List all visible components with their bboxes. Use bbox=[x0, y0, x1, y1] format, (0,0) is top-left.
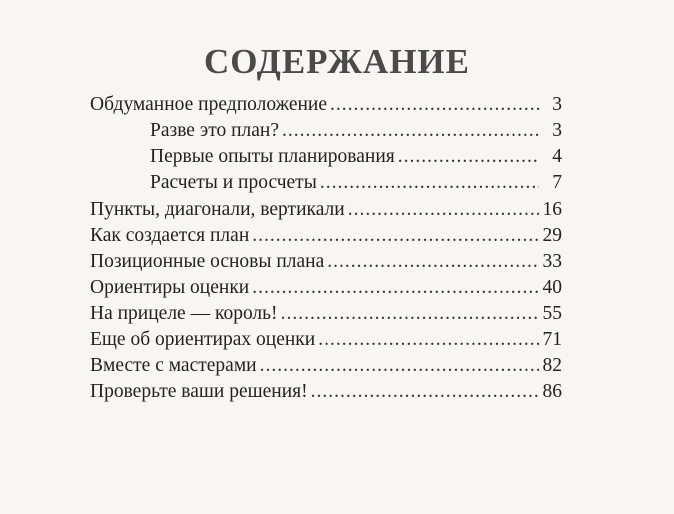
toc-entry-title: Расчеты и просчеты bbox=[150, 172, 317, 193]
toc-entry bbox=[90, 301, 562, 327]
toc-entry-page: 3 bbox=[552, 120, 562, 141]
toc-entry-title: Проверьте ваши решения! bbox=[90, 381, 308, 402]
toc-entry-page: 29 bbox=[542, 225, 562, 246]
dot-leader bbox=[318, 327, 539, 353]
toc-entry-page: 40 bbox=[542, 277, 562, 298]
toc-entry bbox=[150, 144, 562, 170]
dot-leader bbox=[252, 275, 539, 301]
toc-entry bbox=[90, 379, 562, 405]
toc-entry-page: 16 bbox=[542, 199, 562, 220]
toc-entry bbox=[150, 170, 562, 196]
dot-leader bbox=[252, 223, 539, 249]
page-title: СОДЕРЖАНИЕ bbox=[203, 42, 470, 81]
dot-leader bbox=[282, 118, 539, 144]
toc-entry-title: Вместе с мастерами bbox=[90, 355, 257, 376]
toc-entry bbox=[90, 223, 562, 249]
toc-entry bbox=[90, 353, 562, 379]
dot-leader bbox=[327, 249, 539, 275]
dot-leader bbox=[311, 379, 539, 405]
toc-entry bbox=[90, 197, 562, 223]
toc-entry-page: 33 bbox=[542, 251, 562, 272]
toc-entry-page: 3 bbox=[552, 94, 562, 115]
dot-leader bbox=[320, 170, 539, 196]
toc-entry bbox=[90, 275, 562, 301]
dot-leader bbox=[281, 301, 539, 327]
dot-leader bbox=[398, 144, 539, 170]
toc-entry-title: Позиционные основы плана bbox=[90, 251, 325, 272]
toc-entry-title: Как создается план bbox=[90, 225, 250, 246]
toc-entry-title: Ориентиры оценки bbox=[90, 277, 250, 298]
toc-entry bbox=[150, 118, 562, 144]
toc-entry-title: Первые опыты планирования bbox=[150, 146, 395, 167]
toc-entry-page: 86 bbox=[542, 381, 562, 402]
toc-entry-title: Обдуманное предположение bbox=[90, 94, 328, 115]
toc-entry-page: 71 bbox=[542, 329, 562, 350]
toc-entry-page: 7 bbox=[552, 172, 562, 193]
dot-leader bbox=[330, 92, 539, 118]
toc-entry-title: На прицеле — король! bbox=[90, 303, 278, 324]
toc-entry-title: Еще об ориентирах оценки bbox=[90, 329, 316, 350]
toc-entry-title: Пункты, диагонали, вертикали bbox=[90, 199, 345, 220]
toc-entry-page: 82 bbox=[542, 355, 562, 376]
dot-leader bbox=[260, 353, 539, 379]
toc-entry bbox=[90, 92, 562, 118]
toc-entry-page: 4 bbox=[552, 146, 562, 167]
toc-entry-title: Разве это план? bbox=[150, 120, 279, 141]
dot-leader bbox=[348, 197, 539, 223]
toc-entry bbox=[90, 327, 562, 353]
toc-entry-page: 55 bbox=[542, 303, 562, 324]
toc-entry bbox=[90, 249, 562, 275]
